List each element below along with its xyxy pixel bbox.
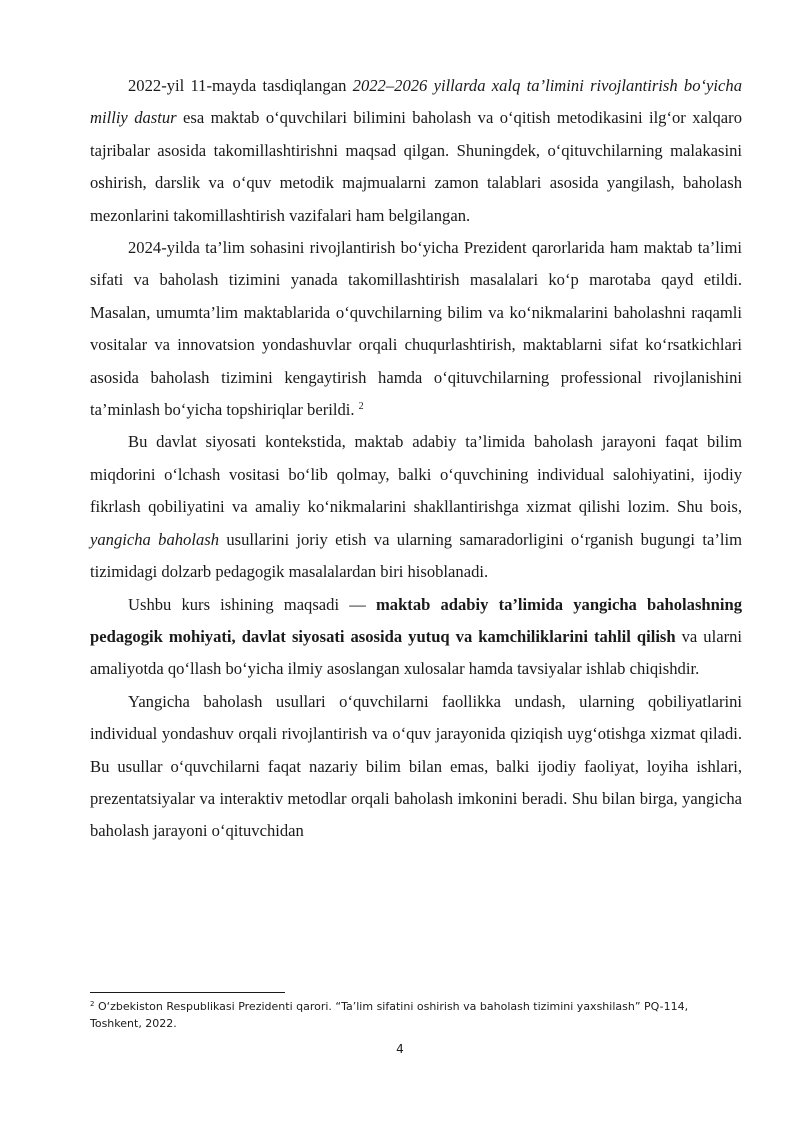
footnote-text: O‘zbekiston Respublikasi Prezidenti qarori. “Ta’lim sifatini oshirish va baholash tizimini yaxshilash” PQ-114, Toshkent, 2022. (90, 1000, 689, 1030)
paragraph-3-text: Bu davlat siyosati kontekstida, maktab adabiy ta’limida baholash jarayoni faqat bilim miqdorini o‘lchash vositasi bo‘lib qolmay, balki o‘quvchining individual salohiyatini, ijodiy fikrlash qobiliyatini va amaliy ko‘nikmalarini shakllantirishga xizmat qilishi lozim. Shu bois, (90, 432, 742, 517)
program-title-italic: 2022–2026 yillarda xalq ta’limini rivojlantirish bo‘yicha milliy dastur (90, 76, 742, 128)
footnote-marker: 2 (90, 1000, 95, 1008)
paragraph-2-text: 2024-yilda ta’lim sohasini rivojlantirish bo‘yicha Prezident qarorlarida ham maktab ta’limi sifati va baholash tizimini yanada takomillashtirish masalalari ko‘p marotaba qayd etildi. Masalan, umumta’lim maktablarida o‘quvchilarning bilim va ko‘nikmalarini baholashni raqamli vositalar va innovatsion yondashuvlar orqali chuqurlashtirish, maktablarni sifat ko‘rsatkichlari asosida baholash tizimini kengaytirish hamda o‘qituvchilarning professional rivojlanishini ta’minlash bo‘yicha topshiriqlar berildi. (90, 238, 742, 420)
paragraph-1-text: 2022-yil 11-mayda tasdiqlangan (128, 76, 353, 95)
paragraph-5-text: Yangicha baholash usullari o‘quvchilarni faollikka undash, ularning qobiliyatlarini individual yondashuv orqali rivojlantirish va o‘quv jarayonida qiziqish uyg‘otishga xizmat qiladi. Bu usullar o‘quvchilarni faqat nazariy bilim bilan emas, balki ijodiy faoliyat, loyiha ishlari, prezentatsiyalar va interaktiv metodlar orqali baholash imkonini beradi. Shu bilan birga, yangicha baholash jarayoni o‘qituvchidan (90, 691, 742, 841)
body-text (90, 70, 742, 848)
paragraph-2 (90, 232, 742, 426)
paragraph-4-text: Ushbu kurs ishining maqsadi — (128, 594, 376, 614)
paragraph-1-text-continued: esa maktab o‘quvchilari bilimini baholash va o‘qitish metodikasini ilg‘or xalqaro tajribalar asosida takomillashtirishni maqsad qilgan. Shuningdek, o‘qituvchilarning malakasini oshirish, darslik va o‘quv metodik majmualarni zamon talablari asosida yangilash, baholash mezonlarini takomillashtirish vazifalari ham belgilangan. (90, 108, 742, 225)
paragraph-3 (90, 426, 742, 588)
paragraph-4-text-continued: va ularni amaliyotda qo‘llash bo‘yicha ilmiy asoslangan xulosalar hamda tavsiyalar ishlab chiqishdir. (90, 626, 742, 679)
footnote (90, 998, 742, 1032)
footnote-divider (90, 992, 285, 993)
page-number: 4 (396, 1042, 404, 1056)
paragraph-3-italic: yangicha baholash (90, 529, 220, 549)
footnote-reference[interactable]: 2 (358, 401, 364, 413)
paragraph-5 (90, 686, 742, 848)
paragraph-3-text-continued: usullarini joriy etish va ularning samaradorligini o‘rganish bugungi ta’lim tizimidagi dolzarb pedagogik masalalardan biri hisoblanadi. (90, 529, 742, 582)
paragraph-4 (90, 589, 742, 686)
paragraph-1 (90, 70, 742, 232)
paragraph-4-bold: maktab adabiy ta’limida yangicha baholashning pedagogik mohiyati, davlat siyosati asosida yutuq va kamchiliklarini tahlil qilish (90, 594, 742, 646)
